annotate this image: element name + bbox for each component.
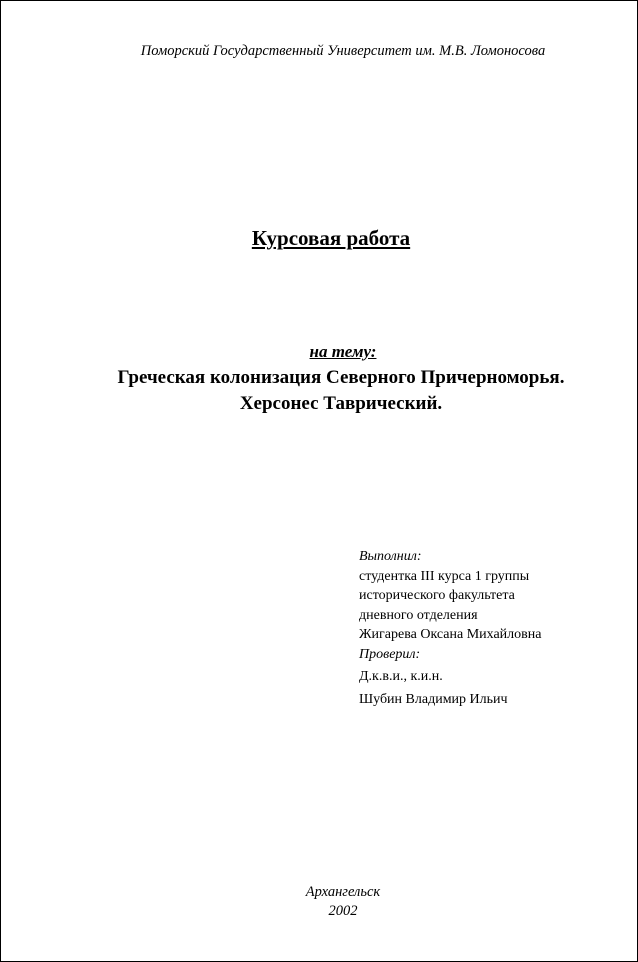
author-name: Жигарева Оксана Михайловна — [359, 627, 542, 642]
checked-by-label: Проверил: — [359, 646, 421, 662]
author-course-line: студентка III курса 1 группы — [359, 568, 530, 584]
checker-degree: Д.к.в.и., к.и.н. — [359, 669, 443, 684]
topic-title-line-1: Греческая колонизация Северного Причерноморья. — [117, 367, 565, 388]
author-faculty-line: исторического факультета — [359, 588, 515, 603]
university-name: Поморский Государственный Университет им. М.В. Ломоносова — [140, 43, 546, 59]
footer-year: 2002 — [328, 903, 358, 919]
author-department-line: дневного отделения — [359, 607, 478, 623]
footer-city: Архангельск — [305, 884, 381, 900]
checker-name: Шубин Владимир Ильич — [359, 691, 508, 707]
topic-prefix: на тему: — [309, 342, 377, 361]
performed-by-label: Выполнил: — [359, 549, 422, 564]
topic-title-line-2: Херсонес Таврический. — [239, 393, 443, 414]
work-type-heading: Курсовая работа — [251, 226, 411, 250]
author-info-block — [359, 547, 541, 709]
